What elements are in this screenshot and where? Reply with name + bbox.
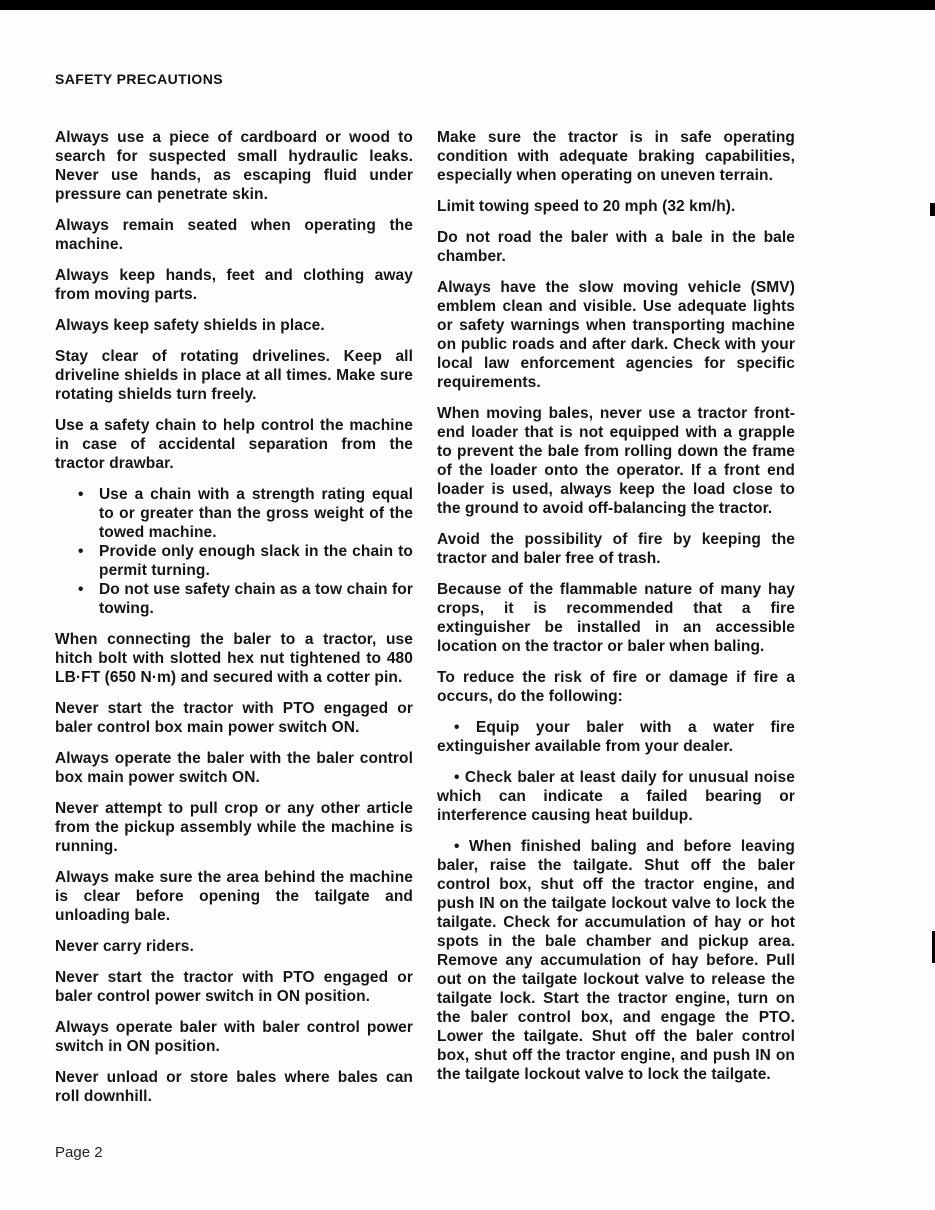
paragraph: Stay clear of rotating drivelines. Keep all driveline shields in place at all times. Make sure rotating shields turn freely. [55,348,413,403]
bullet-item: • Use a chain with a strength rating equal to or greater than the gross weight of the towed machine. [55,485,413,542]
paragraph: Avoid the possibility of fire by keeping the tractor and baler free of trash. [437,531,795,567]
paragraph: Never unload or store bales where bales can roll downhill. [55,1069,413,1105]
scan-artifact-top-bar [0,0,935,10]
paragraph: Do not road the baler with a bale in the bale chamber. [437,229,795,265]
paragraph: Never carry riders. [55,938,194,955]
paragraph: To reduce the risk of fire or damage if fire a occurs, do the following: [437,669,795,705]
paragraph: Always use a piece of cardboard or wood to search for suspected small hydraulic leaks. Never use hands, as escaping fluid under pressure can penetrate skin. [55,129,413,203]
paragraph: Always have the slow moving vehicle (SMV) emblem clean and visible. Use adequate lights or safety warnings when transporting machine on public roads and after dark. Check with your local law enforcement agencies for specific requirements. [437,279,795,391]
page-number: Page 2 [55,1144,103,1161]
paragraph: Always keep hands, feet and clothing away from moving parts. [55,267,413,303]
paragraph: Always make sure the area behind the machine is clear before opening the tailgate and unloading bale. [55,869,413,924]
paragraph: Limit towing speed to 20 mph (32 km/h). [437,198,736,215]
paragraph: Make sure the tractor is in safe operating condition with adequate braking capabilities, especially when operating on uneven terrain. [437,129,795,184]
scan-artifact [930,203,935,216]
paragraph: Use a safety chain to help control the machine in case of accidental separation from the tractor drawbar. [55,417,413,472]
paragraph: Always keep safety shields in place. [55,317,325,334]
paragraph: Because of the flammable nature of many hay crops, it is recommended that a fire extinguisher be installed in an accessible location on the tractor or baler when baling. [437,581,795,655]
paragraph: Never start the tractor with PTO engaged or baler control power switch in ON position. [55,969,413,1005]
page-title: SAFETY PRECAUTIONS [55,71,223,87]
right-column [437,128,795,1118]
bullet-paragraph: • Equip your baler with a water fire extinguisher available from your dealer. [437,719,795,755]
bullet-list [55,485,413,618]
paragraph: Never start the tractor with PTO engaged or baler control box main power switch ON. [55,700,413,736]
paragraph: When connecting the baler to a tractor, use hitch bolt with slotted hex nut tightened to 480 LB·FT (650 N·m) and secured with a cotter pin. [55,631,413,686]
paragraph: When moving bales, never use a tractor front-end loader that is not equipped with a grapple to prevent the bale from rolling down the frame of the loader onto the operator. If a front end loader is used, always keep the load close to the ground to avoid off-balancing the tractor. [437,405,795,517]
paragraph: Never attempt to pull crop or any other article from the pickup assembly while the machine is running. [55,800,413,855]
paragraph: Always remain seated when operating the machine. [55,217,413,253]
bullet-item: • Provide only enough slack in the chain to permit turning. [55,542,413,580]
bullet-paragraph: • When finished baling and before leaving baler, raise the tailgate. Shut off the baler control box, shut off the tractor engine, and push IN on the tailgate lockout valve to lock the tailgate. Check for accumulation of hay or hot spots in the bale chamber and pickup area. Remove any accumulation of hay before. Pull out on the tailgate lockout valve to release the tailgate lock. Start the tractor engine, turn on the baler control box, and engage the PTO. Lower the tailgate. Shut off the baler control box, shut off the tractor engine, and push IN on the tailgate lockout valve to lock the tailgate. [437,838,795,1083]
paragraph: Always operate baler with baler control power switch in ON position. [55,1019,413,1055]
bullet-paragraph: • Check baler at least daily for unusual noise which can indicate a failed bearing or interference causing heat buildup. [437,769,795,824]
left-column [55,128,413,1118]
two-column-layout [55,128,795,1118]
bullet-item: • Do not use safety chain as a tow chain for towing. [55,580,413,618]
paragraph: Always operate the baler with the baler control box main power switch ON. [55,750,413,786]
